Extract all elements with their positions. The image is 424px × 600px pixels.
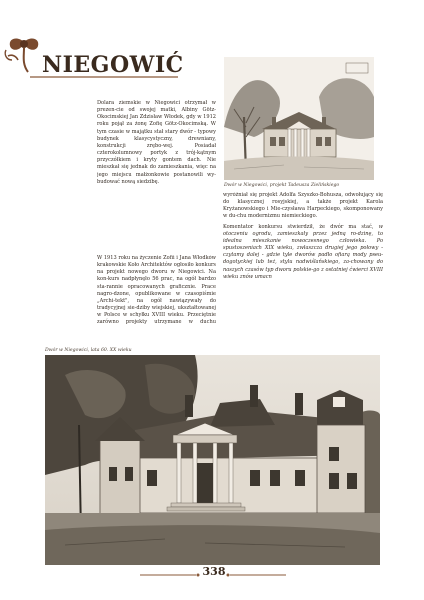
bottom-photo-caption: Dwór w Niegowici, lata 60. XX wieku [45,348,132,353]
title-underline [30,75,178,79]
page-number: 338 [202,565,226,578]
footer-ornament-left [140,572,200,578]
paragraph: W 1913 roku na życzenie Zofii i Jana Włodków krakowskie Koło Architektów ogłosiło konkurs na projekt nowego dworu w Niegowici. Na kon-kurs nadpłynęło 56 prac, na ogół bardzo sta-rannie opracowanych graficznie. Prace nagro-dzone, opublikowane w czasopiśmie „Archi-tekt", na ogół nawiązywały do tradycyjnej sie-dziby wiejskiej, ukształtowanej w Polsce w schyłku XVIII wieku. Przeciętnie zarówno projekty utrzymane w duchu [97,255,216,325]
manor-drawing-image [224,57,374,180]
floral-ornament-icon [2,34,46,74]
right-column-text [223,192,383,340]
paragraph: wyróżniał się projekt Adolfa Szyszko-Bohusza, odwołujący się do klasycznej rosyjskiej, a także projekt Karola Kryżanowskiego i Mie-czysława Harpeckiego, skomponowany w du-chu modernizmu niemieckiego. [223,192,383,220]
left-column-text-1 [97,100,216,250]
footer-ornament-right [226,572,286,578]
left-column-text-2 [97,255,216,325]
paragraph: Dolara ziemskie w Niegowici otrzymał w prezen-cie od swojej matki, Albiny Götz-Okocimskiej Jan Zdzisław Włodek, gdy w 1912 roku pojął za żonę Zofię Götz-Okocimską. W tym czasie w majątku stał stary dwór - typowy budynek klasycystyczny, drewniany, konstrukcji zrębo-wej. Posiadał czterokolumnowy portyk z trój-kątnym przyczółkiem i kryty gontem dach. Nie mieszkał się jednak do zamieszkania, więc na jego miejscu małżonkowie postanowili wy-budować nową siedzibę. [97,100,216,185]
paragraph-lead: Komentator konkursu stwierdził, że dwór ma stać, [223,223,379,230]
page-title: NIEGOWIĆ [42,52,184,78]
top-photo-caption: Dwór w Niegowici, projekt Tadeusza Zielińskiego [224,183,340,188]
paragraph [223,224,383,281]
quotation: w otoczeniu ogrodu, zamieszkały przez jedną ro-dzinę, to idealna mieszkanie nowoczesnego człowieka. Po spustoszeniach XIX wieku, zwłaszcza drugiej jego połowy - czytamy dalej - gdzie tyle dworów padło ofiarą mody pseu-dogotyckiej lub też, stylu nadwiślańskiego, za-chowany do naszych czasów typ dworu polskie-go z ostatniej ćwierci XVIII wieku znów umacn [223,223,383,280]
manor-photograph-image [45,355,380,565]
